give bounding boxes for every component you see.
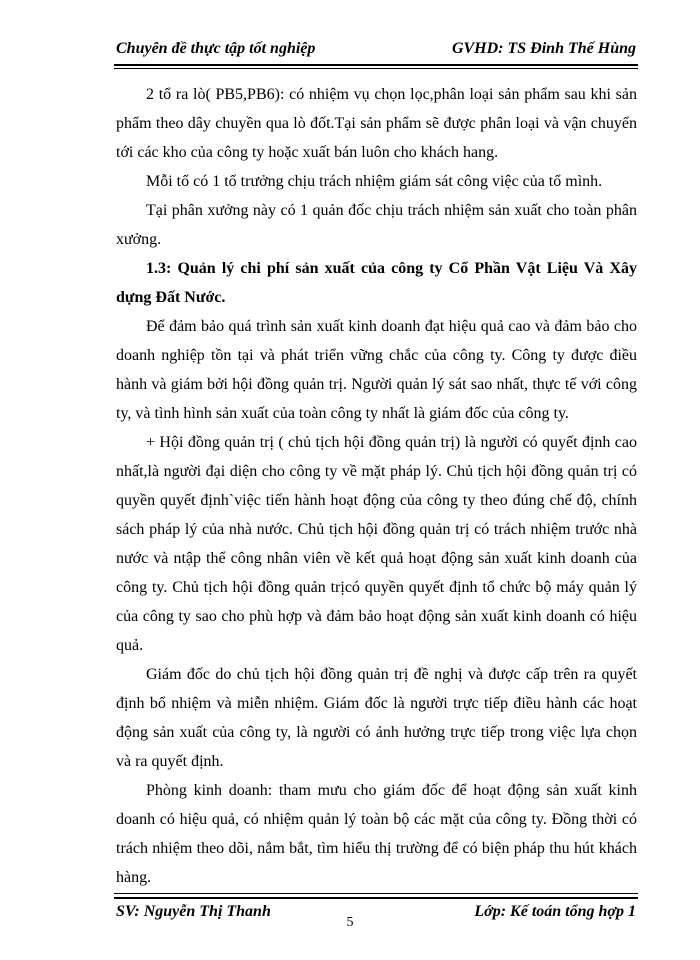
page-number: 5 [346,915,354,930]
header-rule-thick [114,64,638,66]
footer-rule-thin [114,893,638,894]
page-header [116,40,636,64]
footer-rule-thick [114,897,638,899]
paragraph: Để đảm bảo quá trình sản xuất kinh doanh đạt hiệu quả cao và đảm bảo cho doanh nghiệp tồn tại và phát triển vững chắc của công ty. Công ty được điều hành và giám bởi hội đồng quản trị. Người quản lý sát sao nhất, thực tế với công ty, và tình hình sản xuất của toàn công ty nhất là giám đốc của công ty. [116,318,637,422]
header-supervisor: GVHD: TS Đinh Thế Hùng [451,40,636,57]
paragraph: 2 tổ ra lò( PB5,PB6): có nhiệm vụ chọn lọc,phân loại sản phẩm sau khi sản phẩm theo dây chuyền qua lò đốt.Tại sản phẩm sẽ được phân loại và vận chuyển tới các kho của công ty hoặc xuất bán luôn cho khách hang. [116,86,637,161]
header-title: Chuyên đề thực tập tốt nghiệp [116,40,316,57]
paragraph: Giám đốc do chủ tịch hội đồng quản trị đề nghị và được cấp trên ra quyết định bổ nhiệm và miễn nhiệm. Giám đốc là người trực tiếp điều hành các hoạt động sản xuất của công ty, là người có ảnh hưởng trực tiếp trong việc lựa chọn và ra quyết định. [116,666,637,770]
footer-class: Lớp: Kế toán tổng hợp 1 [474,903,636,920]
paragraph: + Hội đồng quản trị ( chủ tịch hội đồng quản trị) là người có quyết định cao nhất,là người đại diện cho công ty về mặt pháp lý. Chủ tịch hội đồng quản trị có quyền quyết định`việc tiến hành hoạt động của công ty theo đúng chế độ, chính sách pháp lý của nhà nước. Chủ tịch hội đồng quản trị có trách nhiệm trước nhà nước và ntập thể công nhân viên về kết quả hoạt động sản xuất kinh doanh của công ty. Chủ tịch hội đồng quản trịcó quyền quyết định tổ chức bộ máy quản lý của công ty sao cho phù hợp và đảm bảo hoạt động sản xuất kinh doanh có hiệu quả. [116,434,637,654]
header-rule-thin [114,68,638,69]
document-body [116,80,637,892]
footer-student: SV: Nguyễn Thị Thanh [116,903,271,920]
paragraph: Mỗi tổ có 1 tổ trưởng chịu trách nhiệm giám sát công việc của tổ mình. [146,173,603,190]
paragraph: Phòng kinh doanh: tham mưu cho giám đốc để hoạt động sản xuất kinh doanh có hiệu quả, có nhiệm quản lý toàn bộ các mặt của công ty. Đồng thời có trách nhiệm theo dõi, nắm bắt, tìm hiểu thị trường để có biện pháp thu hút khách hàng. [116,782,637,886]
section-heading: 1.3: Quản lý chi phí sản xuất của công ty Cổ Phần Vật Liệu Và Xây dựng Đất Nước. [116,260,637,306]
paragraph: Tại phân xưởng này có 1 quản đốc chịu trách nhiệm sản xuất cho toàn phân xưởng. [116,202,637,248]
